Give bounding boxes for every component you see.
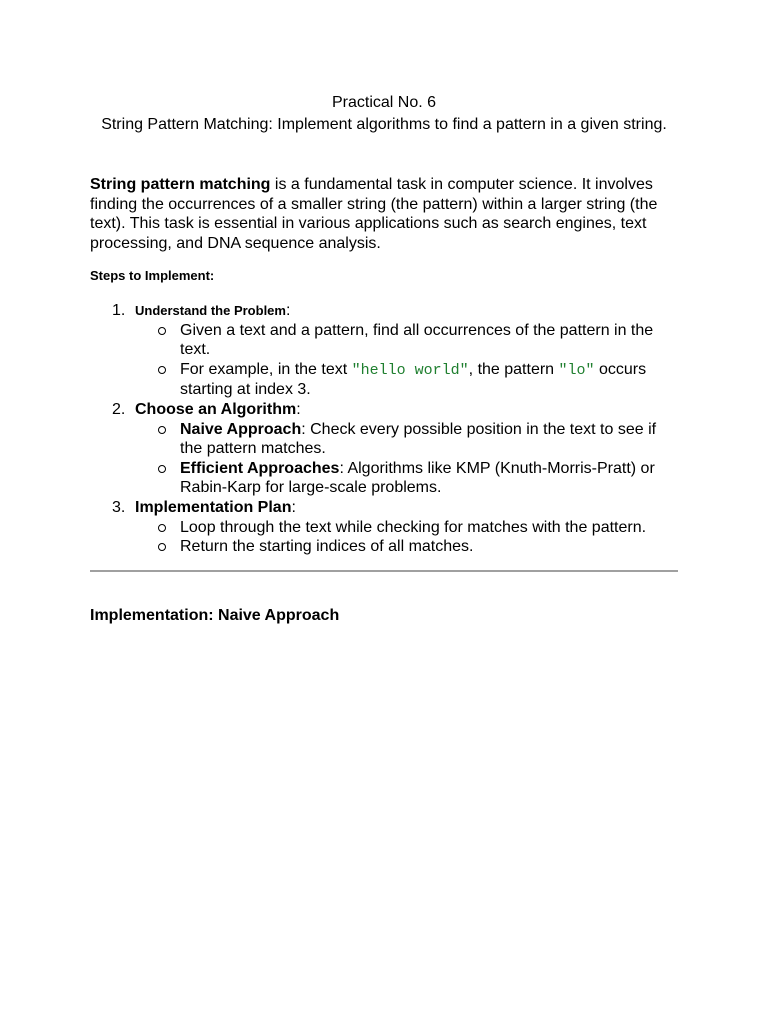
step-item: [90, 301, 680, 400]
intro-text: is a fundamental task in computer science. It involves finding the occurrences of a smaller string (the pattern) within a larger string (the text). This task is essential in various applications such as search engines, text processing, and DNA sequence analysis.: [90, 176, 658, 252]
sub-item: [135, 518, 680, 538]
step-title: Understand the Problem: [135, 303, 286, 318]
step-number: 1.: [112, 302, 126, 319]
step-sublist: [135, 420, 680, 498]
code-hello-world: "hello world": [351, 361, 469, 379]
steps-heading: Steps to Implement:: [90, 268, 215, 283]
sub-item-text: : Check every possible position in the text to see if the pattern matches.: [180, 420, 657, 458]
step-colon: :: [285, 302, 291, 319]
step-title: Choose an Algorithm: [135, 400, 297, 418]
bullet-circle-icon: [158, 366, 166, 374]
step-sublist: [135, 518, 680, 557]
sub-item-mid: , the pattern: [468, 360, 559, 378]
sub-item-pre: For example, in the text: [180, 360, 352, 378]
practical-title: Practical No. 6: [331, 94, 437, 111]
sub-item-bold: Efficient Approaches: [180, 459, 340, 477]
bullet-circle-icon: [158, 524, 166, 532]
sub-item-text: Given a text and a pattern, find all occurrences of the pattern in the text.: [180, 321, 654, 359]
horizontal-rule: [90, 570, 678, 572]
sub-item-text: : Algorithms like KMP (Knuth-Morris-Pratt) or Rabin-Karp for large-scale problems.: [180, 459, 655, 497]
sub-item-post: occurs starting at index 3.: [180, 360, 647, 399]
implementation-heading: Implementation: Naive Approach: [90, 607, 340, 624]
step-item: [90, 498, 680, 557]
sub-item: [135, 459, 680, 498]
step-title: Implementation Plan: [135, 498, 292, 516]
intro-bold-lead: String pattern matching: [90, 176, 271, 193]
bullet-circle-icon: [158, 465, 166, 473]
sub-item-text: Loop through the text while checking for matches with the pattern.: [180, 518, 647, 536]
sub-item-bold: Naive Approach: [180, 420, 302, 438]
intro-paragraph: [90, 175, 680, 253]
practical-subtitle: String Pattern Matching: Implement algorithms to find a pattern in a given string.: [101, 116, 667, 133]
step-sublist: [135, 321, 680, 400]
sub-item-text: Return the starting indices of all matches.: [180, 538, 474, 556]
step-colon: :: [291, 498, 296, 516]
code-lo: "lo": [558, 361, 595, 379]
sub-item: [135, 420, 680, 459]
bullet-circle-icon: [158, 543, 166, 551]
steps-list: [90, 301, 680, 557]
step-number: 3.: [112, 498, 126, 516]
sub-item: [135, 537, 680, 557]
sub-item: [135, 360, 680, 400]
bullet-circle-icon: [158, 426, 166, 434]
sub-item: [135, 321, 680, 360]
bullet-circle-icon: [158, 327, 166, 335]
step-colon: :: [296, 400, 301, 418]
step-number: 2.: [112, 400, 126, 418]
step-item: [90, 400, 680, 498]
